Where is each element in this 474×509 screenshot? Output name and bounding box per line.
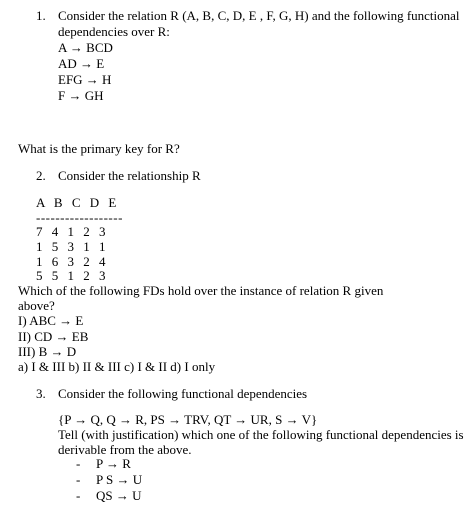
q1-fd-1: A → BCD [58, 40, 113, 55]
q2-which-line2: above? [18, 298, 55, 313]
q2-answers: a) I & III b) II & III c) I & II d) I only [18, 359, 216, 374]
q2-table-row-1: 7 4 1 2 3 [36, 224, 109, 239]
q3-tell-line2: derivable from the above. [58, 442, 192, 457]
q2-option-3: III) B → D [18, 344, 77, 359]
q2-intro: Consider the relationship R [58, 168, 201, 183]
q3-number: 3. [36, 386, 46, 401]
q1-question: What is the primary key for R? [18, 141, 180, 156]
q3-bullet: - [76, 456, 81, 471]
q1-line2: dependencies over R: [58, 24, 170, 39]
q3-tell-line1: Tell (with justification) which one of the following functional dependencies is [58, 427, 464, 442]
q2-option-1: I) ABC → E [18, 313, 84, 328]
q2-which-line1: Which of the following FDs hold over the instance of relation R given [18, 283, 384, 298]
q1-fd-2: AD → E [58, 56, 105, 71]
q3-bullet: - [76, 488, 81, 503]
q2-table-divider: ------------------ [36, 210, 123, 225]
q3-fd-set: {P → Q, Q → R, PS → TRV, QT → UR, S → V} [58, 412, 318, 427]
q3-item-2: P S → U [96, 472, 143, 487]
q2-table-row-4: 5 5 1 2 3 [36, 268, 109, 283]
q2-table-row-3: 1 6 3 2 4 [36, 254, 109, 269]
q1-number: 1. [36, 8, 46, 23]
q3-item-1: P → R [96, 456, 131, 471]
q3-bullet: - [76, 472, 81, 487]
q1-fd-3: EFG → H [58, 72, 112, 87]
q1-line1: Consider the relation R (A, B, C, D, E , F, G, H) and the following functional [58, 8, 460, 23]
q2-number: 2. [36, 168, 46, 183]
q1-fd-4: F → GH [58, 88, 104, 103]
q2-option-2: II) CD → EB [18, 329, 89, 344]
q2-table-row-2: 1 5 3 1 1 [36, 239, 109, 254]
q3-item-3: QS → U [96, 488, 142, 503]
q2-table-header: A B C D E [36, 195, 120, 210]
q3-intro: Consider the following functional dependencies [58, 386, 308, 401]
